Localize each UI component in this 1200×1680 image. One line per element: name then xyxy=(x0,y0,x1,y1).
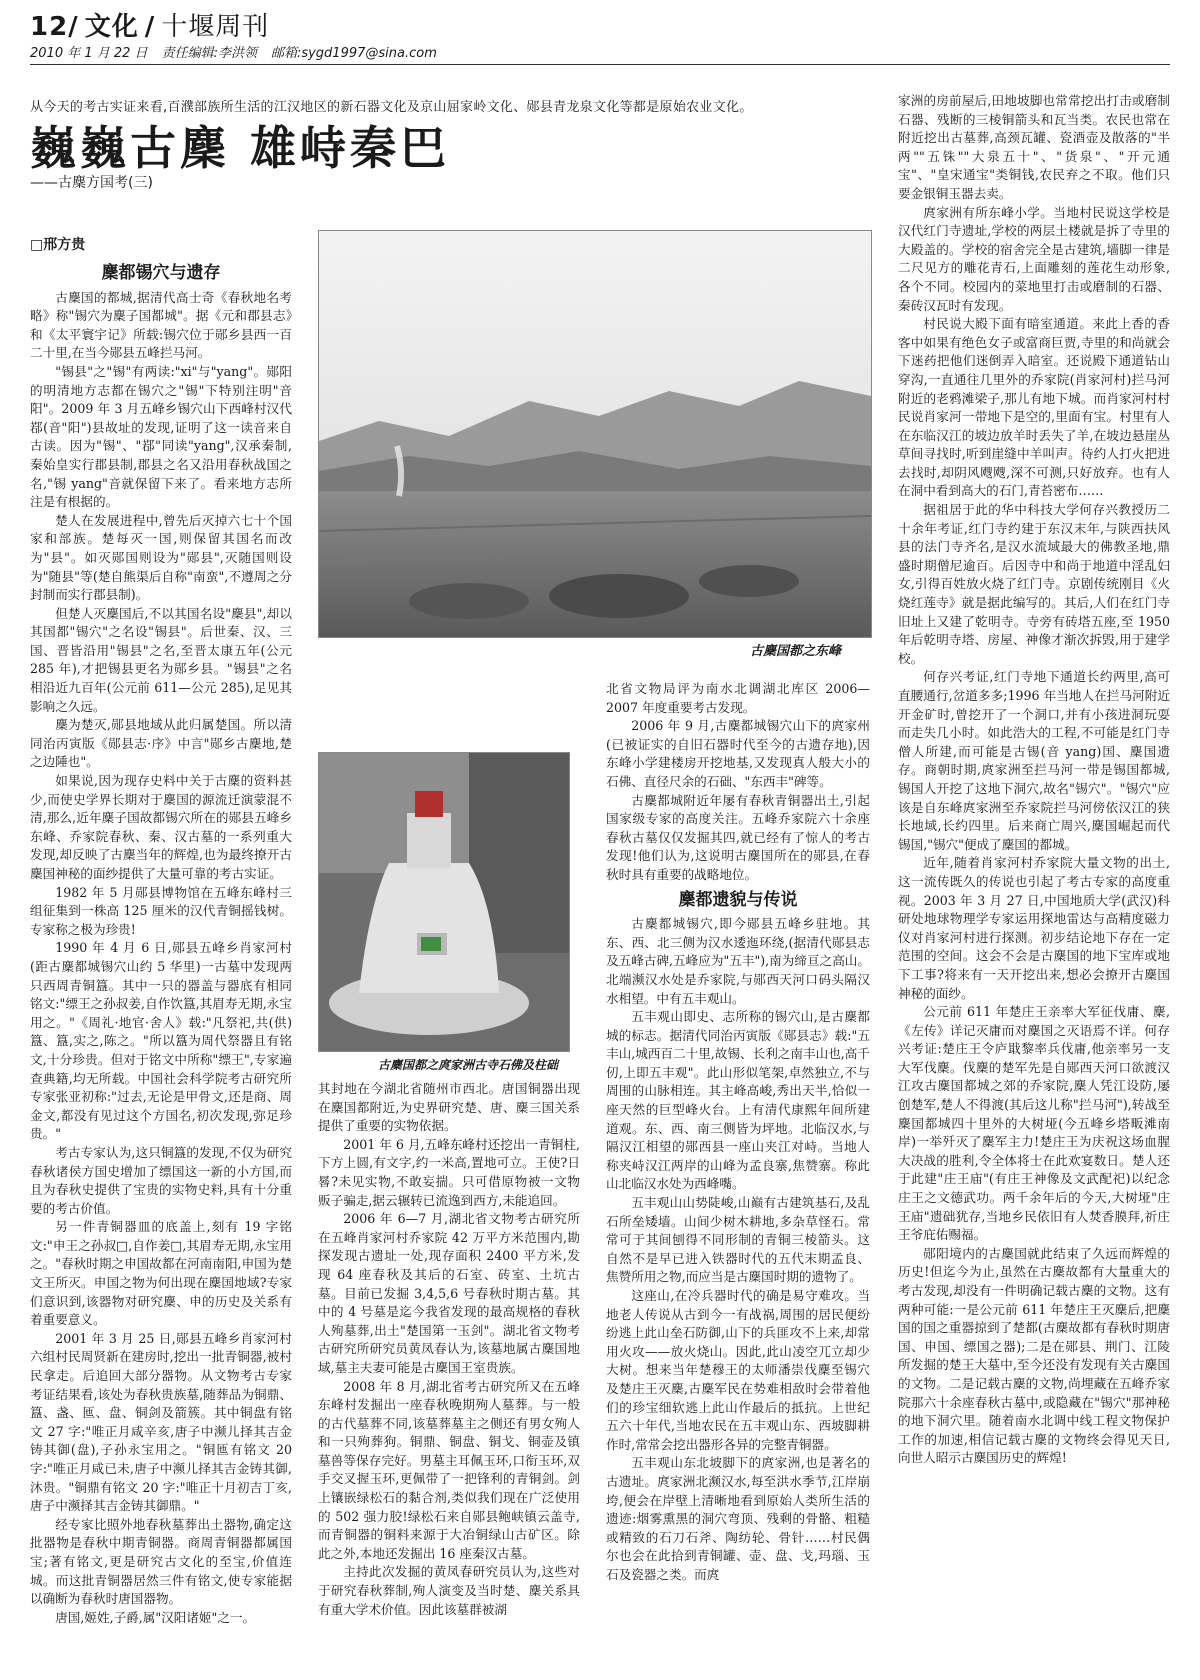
paragraph: 公元前 611 年楚庄王亲率大军征伐庸、麇,《左传》详记灭庸而对麇国之灭语焉不详。何存兴考证:楚庄王令庐戢黎率兵伐庸,他亲率另一支大军伐麇。伐麇的楚军先是自郧西天河口欲渡汉江攻古麇国都城之郊的乔家院,麇人凭江设防,屡创楚军,楚人不得渡(其后这儿称"拦马河"),转战至麇国都城四十里外的大树垭(今五峰乡塔畈滩南岸)一举歼灭了麇军主力!楚庄王为庆祝这场血腥大决战的胜利,令全体将士在此欢宴数日。楚人还于此建"庄王庙"(有庄王神像及文武配祀)以纪念庄王之文德武功。两千余年后的今天,大树垭"庄王庙"遗础犹存,当地乡民依旧有人焚香膜拜,祈庄王爷庇佑赐福。 xyxy=(898,1004,1170,1243)
section-name: 文化 xyxy=(84,12,139,42)
photo-caption-1: 古麇国都之东峰 xyxy=(750,644,842,659)
paragraph: 楚人在发展进程中,曾先后灭掉六七十个国家和部族。楚每灭一国,则保留其国名而改为"县"。如灭郧国则设为"郧县",灭随国则设为"随县"等(楚自熊渠后自称"南蛮",不遵周之分封制而实行郡县制)。 xyxy=(30,512,292,603)
landscape-photo xyxy=(318,230,872,638)
photo-caption-2: 古麇国都之庹家洲古寺石佛及柱础 xyxy=(378,1058,559,1072)
paragraph: 如果说,因为现存史料中关于古麇的资料甚少,而使史学界长期对于麇国的源流迁演蒙混不清,那么,近年麇子国故都锡穴所在的郧县五峰乡东峰、乔家院春秋、秦、汉古墓的一系列重大发现,却反映了古麇当年的辉煌,也为最终撩开古麇国神秘的面纱提供了大量可靠的考古实证。 xyxy=(30,773,292,881)
paragraph: 另一件青铜器皿的底盖上,刻有 19 字铭文:"申王之孙叔□,自作姜□,其眉寿无期,永宝用之。"春秋时期之申国故都在河南南阳,申国为楚文王所灭。申国之物为何出现在麇国地域?专家们意识到,该器物对研究麇、申的历史及关系有着重要意义。 xyxy=(30,1219,292,1328)
masthead-separator: / xyxy=(144,12,156,42)
paragraph: 五丰观山即史、志所称的锡穴山,是古麇都城的标志。据清代同治丙寅版《郧县志》载:"五丰山,城西百二十里,故锡、长利之南丰山也,高千仞,上即五丰观"。此山形似笔架,卓然独立,不与周围的山脉相连。其主峰高峻,秀出天半,恰似一座天然的巨型峰火台。上有清代康熙年间所建道观。东、西、南三侧皆为坪地。北临汉水,与隔汉江相望的郧西县一座山夹江对峙。当地人称夹峙汉江两岸的山峰为孟良寨,焦赞寨。称此山北临汉水处为西峰嘴。 xyxy=(606,1009,870,1192)
paragraph: 五丰观山东北坡脚下的庹家洲,也是著名的古遗址。庹家洲北濒汉水,每至洪水季节,江岸崩垮,便会在岸壁上清晰地看到原始人类所生活的遗迹:烟雾熏黑的洞穴弯顶、残剩的骨骼、粗糙或精致的石刀石斧、陶纺轮、骨针……村民偶尔也会在此拾到青铜罐、壶、盘、戈,玛瑙、玉石及瓷器之类。而庹 xyxy=(606,1455,870,1582)
paragraph: 考古专家认为,这只铜簋的发现,不仅为研究春秋诸侯方国史增加了缥国这一新的小方国,而且为春秋史提供了宝贵的实物史料,具有十分重要的考古价值。 xyxy=(30,1144,292,1216)
header-rule xyxy=(30,64,1170,65)
section-heading-2: 麇都遗貌与传说 xyxy=(678,889,798,910)
article-subtitle: ——古麇方国考(三) xyxy=(30,175,153,191)
paragraph: 1982 年 5 月郧县博物馆在五峰东峰村三组征集到一株高 125 厘米的汉代青铜摇钱树。专家称之极为珍贵! xyxy=(30,884,292,937)
paragraph: 近年,随着肖家河村乔家院大量文物的出土,这一流传既久的传说也引起了考古专家的高度重视。2003 年 3 月 27 日,中国地质大学(武汉)科研处地球物理学专家运用探地雷达与高精度磁力仪对肖家河村进行探测。初步结论地下存在一定范围的空间。这会不会是古麇国的地下宝库或地下工事?将来有一天开挖出来,想必会撩开古麇国神秘的面纱。 xyxy=(898,855,1170,1001)
paragraph: 2008 年 8 月,湖北省考古研究所又在五峰东峰村发掘出一座春秋晚期殉人墓葬。与一般的古代墓葬不同,该墓葬墓主之侧还有男女殉人和一只殉葬狗。铜鼎、铜盘、铜戈、铜壶及镇墓兽等保存完好。男墓主耳佩玉环,口衔玉环,双手交叉握玉环,更佩带了一把锋利的青铜剑。剑上镶嵌绿松石的黏合剂,类似我们现在广泛使用的 502 强力胶!绿松石来自郧县鲍峡镇云盖寺,而青铜器的铜料来源于大冶铜绿山古矿区。除此之外,本地还发掘出 16 座秦汉古墓。 xyxy=(318,1378,580,1561)
paragraph: 2006 年 9 月,古麇都城锡穴山下的庹家州(已被证实的自旧石器时代至今的古遗存地),因东峰小学建楼房开挖地基,又发现真人般大小的石佛、直径尺余的石础、"东西丰"碑等。 xyxy=(606,718,870,789)
paragraph: 村民说大殿下面有暗室通道。来此上香的香客中如果有绝色女子或富商巨贾,寺里的和尚就会下迷药把他们迷倒弄入暗室。还说殿下通道钻山穿沟,一直通往几里外的乔家院(肖家河村)拦马河附近的老鸦滩梁子,那儿有地下城。而肖家河村村民说肖家河一带地下是空的,里面有宝。村里有人在东临汉江的坡边放羊时丢失了羊,在坡边悬崖丛草间寻找时,听到崖缝中羊叫声。待约人打火把进去找时,却阴风飕飕,深不可测,只好放弃。也有人在洞中看到高大的石门,青苔密布…… xyxy=(898,316,1170,499)
column-3 xyxy=(606,680,870,1672)
paragraph: 1990 年 4 月 6 日,郧县五峰乡肖家河村(距古麇都城锡穴山约 5 华里)一古墓中发现两只西周青铜簋。其中一只的器盖与器底有相同铭文:"缥王之孙叔姜,自作饮簋,其眉寿无期,永宝用之。"《周礼·地官·舍人》载:"凡祭祀,共(供)簋、簋,实之,陈之。"所以簋为周代祭器且有铭文,十分珍贵。但对于铭文中所称"缥王",专家遍查典籍,均无所载。中国社会科学院考古研究所专家张亚初称:"过去,无论是甲骨文,还是商、周金文,都没有见过这个方国名,初次发现,弥足珍贵。" xyxy=(30,940,292,1142)
paragraph: 主持此次发掘的黄凤春研究员认为,这些对于研究春秋葬制,殉人演变及当时楚、麇关系具有重大学术价值。因此该墓群被湖 xyxy=(318,1564,580,1617)
paragraph: 经专家比照外地春秋墓葬出土器物,确定这批器物是春秋中期青铜器。商周青铜器都属国宝;著有铭文,更是研究古文化的至宝,价值连城。而这批青铜器居然三件有铭文,使专家能据以确断为春秋时唐国器物。 xyxy=(30,1516,292,1607)
paragraph: 古麇都城附近年屡有春秋青铜器出土,引起国家级专家的高度关注。五峰乔家院六十余座春秋古墓仅仅发掘其四,就已经有了惊人的考古发现!他们认为,这说明古麇国所在的郧县,在春秋时具有重要的战略地位。 xyxy=(606,792,870,882)
dateline xyxy=(30,42,451,61)
paragraph: 何存兴考证,红门寺地下通道长约两里,高可直腰通行,岔道多多;1996 年当地人在拦马河附近开金矿时,曾挖开了一个洞口,并有小孩进洞玩耍而走失几小时。如此浩大的工程,不可能是红门寺僧人所建,而可能是古锡(音 yang)国、麇国遗存。商朝时期,庹家洲至拦马河一带是锡国都城,锡国人开挖了这地下洞穴,故名"锡穴"。"锡穴"应该是自东峰庹家洲至乔家院拦马河傍依汉江的狭长地域,长约四里。后来商亡周兴,麇国崛起而代锡国,"锡穴"便成了麇国的都城。 xyxy=(898,669,1170,852)
article-deck: 从今天的考古实证来看,百濮部族所生活的江汉地区的新石器文化及京山屈家岭文化、郧县青龙泉文化等都是原始农业文化。 xyxy=(30,100,753,115)
paragraph: 唐国,姬姓,子爵,属"汉阳诸姬"之一。 xyxy=(55,1609,256,1625)
paragraph: 这座山,在冷兵器时代的确是易守难攻。当地老人传说从古到今一有战祸,周围的居民便纷纷逃上此山垒石防御,山下的兵匪攻不上来,却常用火攻——放火烧山。因此,此山凌空兀立却少大树。想来当年楚穆王的太师潘崇伐麇至锡穴及楚庄王灭麇,古麇军民在势难相敌时会带着他们的珍宝细软逃上此山作最后的抵抗。上世纪五六十年代,当地农民在五丰观山东、西坡脚耕作时,常常会挖出器形各异的完整青铜器。 xyxy=(606,1288,870,1452)
paragraph: 据祖居于此的华中科技大学何存兴教授历二十余年考证,红门寺约建于东汉末年,与陕西扶风县的法门寺齐名,是汉水流域最大的佛教圣地,鼎盛时期僧尼逾百。后因寺中和尚于地道中淫乱妇女,引得百姓放火烧了红门寺。京剧传统刚目《火烧红莲寺》就是据此编写的。其后,人们在红门寺旧址上又建了乾明寺。寺旁有砖塔五座,至 1950 年后乾明寺塔、房屋、神像才渐次拆毁,用于建学校。 xyxy=(898,502,1170,666)
section-heading-1: 麇都锡穴与遗存 xyxy=(101,263,221,283)
byline: □邢方贵 xyxy=(30,237,86,253)
paragraph: 2001 年 3 月 25 日,郧县五峰乡肖家河村六组村民周贤新在建房时,挖出一批青铜器,被村民拿走。后追回大部分器物。从文物考古专家考证结果看,该处为春秋贵族墓,随葬品为铜鼎、簋、盏、匜、盘、铜剑及箭簇。其中铜盘有铭文 27 字:"唯正月咸辛亥,唐子中濒儿择其吉金铸其御(盘),子孙永宝用之。"铜匜有铭文 20 字:"唯正月咸已未,唐子中濒儿择其吉金铸其御,沐贵。"铜鼎有铭文 20 字:"唯正十月初吉丁亥,唐子中濒择其吉金铸其御鼎。" xyxy=(30,1330,292,1514)
paragraph: 其封地在今湖北省随州市西北。唐国铜器出现在麇国都附近,为史界研究楚、唐、麇三国关系提供了重要的实物依据。 xyxy=(318,1081,580,1134)
page-number: 12/ xyxy=(30,12,79,42)
masthead xyxy=(30,6,269,43)
column-2 xyxy=(318,1080,580,1672)
landscape-illustration xyxy=(319,231,871,637)
paragraph: 麇为楚灭,郧县地域从此归属楚国。所以清同治丙寅版《郧县志·序》中言"郧乡古麇地,楚之边陲也"。 xyxy=(30,717,292,770)
column-4 xyxy=(898,92,1170,1672)
paragraph: 家洲的房前屋后,田地坡脚也常常挖出打击或磨制石器、残断的三棱铜箭头和瓦当类。农民也常在附近挖出古墓葬,高颈瓦罐、瓷酒壶及散落的"半两""五铢""大泉五十"、"货泉"、"开元通宝"、"皇宋通宝"类铜钱,农民弃之不取。他们只要金银铜玉器去卖。 xyxy=(898,93,1170,201)
article-title: 巍巍古麇 雄峙秦巴 xyxy=(30,121,451,175)
paper-name: 十堰周刊 xyxy=(161,12,270,42)
paragraph: 北省文物局评为南水北调湖北库区 2006—2007 年度重要考古发现。 xyxy=(606,681,870,715)
paragraph: 2001 年 6 月,五峰东峰村还挖出一青铜柱,下方上圆,有文字,约一米高,置地可立。王使?日晷?未见实物,不敢妄揣。只可借原物被一文物贩子骗走,据云辗转已流逸到西方,未能追回。 xyxy=(318,1136,580,1208)
buddha-photo xyxy=(318,752,570,1052)
paragraph: 庹家洲有所东峰小学。当地村民说这学校是汉代红门寺遗址,学校的两层土楼就是拆了寺里的大殿盖的。学校的宿舍完全是古建筑,墙脚一律是二尺见方的雕花青石,上面雕刻的莲花生动形象,各个不同。校园内的菜地里打击或磨制的石器、秦砖汉瓦时有发现。 xyxy=(898,204,1170,313)
paragraph: 古麇国的都城,据清代高士奇《春秋地名考略》称"锡穴为麇子国都城"。据《元和郡县志》和《太平寰宇记》所载:锡穴位于郧乡县西一百二十里,在当今郧县五峰拦马河。 xyxy=(30,289,292,361)
editor-email: 邮箱:sygd1997@sina.com xyxy=(270,46,437,61)
paragraph: 但楚人灭麇国后,不以其国名设"麇县",却以其国都"锡穴"之名设"锡县"。后世秦、汉、三国、晋皆沿用"锡县"之名,至晋太康五年(公元 285 年),才把锡县更名为郧乡县。"锡县"之名相沿近九百年(公元前 611—公元 285),足见其影响之久远。 xyxy=(30,605,292,714)
paragraph: 古麇都城锡穴,即今郧县五峰乡驻地。其东、西、北三侧为汉水逶迤环绕,(据清代郧县志及五峰古碑,五峰应为"五丰"),南为缔亘之高山。北端濒汉水处是乔家院,与郧西天河口码头隔汉水相望。中有五丰观山。 xyxy=(606,916,870,1006)
issue-date: 2010 年 1 月 22 日 xyxy=(30,46,148,61)
buddha-illustration xyxy=(319,753,569,1051)
paragraph: "锡县"之"锡"有两读:"xi"与"yang"。郧阳的明清地方志都在锡穴之"锡"下特别注明"音阳"。2009 年 3 月五峰乡锡穴山下西峰村汉代鄀(音"阳")县故址的发现,证明了这一读音来自古读。因为"锡"、"鄀"同读"yang",汉承秦制,秦始皇实行郡县制,郡县之名又沿用春秋战国之名,"锡 yang"音就保留下来了。看来地方志所注是有根据的。 xyxy=(30,363,292,510)
paragraph: 2006 年 6—7 月,湖北省文物考古研究所在五峰肖家河村乔家院 42 万平方米范围内,勘探发现古遗址一处,现存面积 2400 平方米,发现 64 座春秋及其后的石室、砖室、土坑古墓。目前已发掘 3,4,5,6 号春秋时期古墓。其中的 4 号墓是迄今我省发现的最高规格的春秋人殉墓葬,出土"楚国第一玉剑"。湖北省文物考古研究所研究员黄凤春认为,该墓地属古麇国地域,墓主夫妻可能是古麇国王室贵族。 xyxy=(318,1211,580,1375)
paragraph: 郧阳境内的古麇国就此结束了久远而辉煌的历史!但迄今为止,虽然在古麇故都有大量重大的考古发现,却没有一件明确记载古麇的文物。这有两种可能:一是公元前 611 年楚庄王灭麇后,把麇国的国之重器掠到了楚都(古麇故都有春秋时期唐国、申国、缥国之器);二是在郧县、荆门、江陵所发掘的楚王大墓中,至今还没有发现有关古麇国的文物。二是记载古麇的文物,尚埋藏在五峰乔家院那六十余座春秋古墓中,或隐藏在"锡穴"那神秘的地下洞穴里。随着南水北调中线工程文物保护工作的加速,相信记载古麇的文物终会得见天日,向世人昭示古麇国历史的辉煌! xyxy=(898,1245,1170,1466)
column-1 xyxy=(30,258,292,1672)
paragraph: 五丰观山山势陡峻,山巅有古建筑基石,及乱石所垒矮墙。山间少树木耕地,多杂草怪石。常常可于其间刨得不同形制的青铜三棱箭头。这自然不是早已进入铁器时代的五代末期孟良、焦赞所用之物,而应当是古麇国时期的遗物了。 xyxy=(606,1195,870,1285)
editor: 责任编辑:李洪领 xyxy=(161,46,257,61)
